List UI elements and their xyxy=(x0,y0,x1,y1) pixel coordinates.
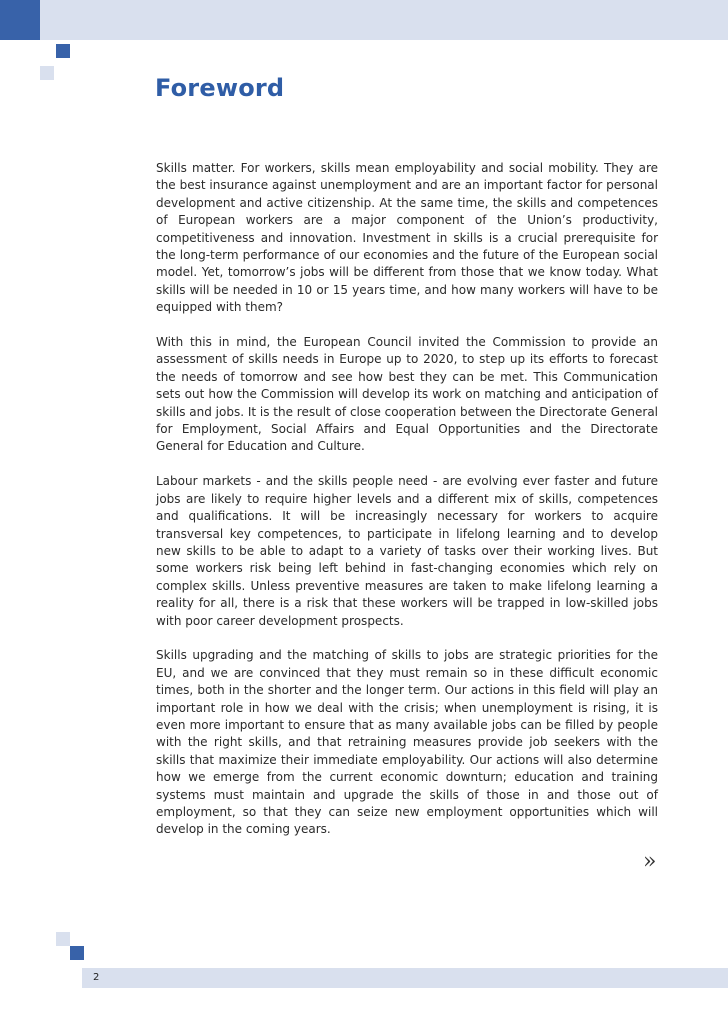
page-number: 2 xyxy=(93,972,100,983)
header-band xyxy=(0,0,728,40)
header-corner-square xyxy=(0,0,40,40)
paragraph: Skills upgrading and the matching of skills to jobs are strategic priorities for the EU, and we are convinced that they must remain so in these difficult economic times, both in the shorter and the longer term. Our actions in this field will play an important role in how we deal with the crisis; when unemployment is rising, it is even more important to ensure that as many available jobs can be filled by people with the right skills, and that retraining measures provide job seekers with the skills that maximize their immediate employability. Our actions will also determine how we emerge from the current economic downturn; education and training systems must maintain and upgrade the skills of those in and those out of employment, so that they can seize new employment opportunities which will develop in the coming years. xyxy=(156,648,658,837)
paragraph: Skills matter. For workers, skills mean employability and social mobility. They are the best insurance against unemployment and are an important factor for personal development and active citizenship. At the same time, the skills and competences of European workers are a major component of the Union’s productivity, competitiveness and innovation. Investment in skills is a crucial prerequisite for the long-term performance of our economies and the future of the European social model. Yet, tomorrow’s jobs will be different from those that we know today. What skills will be needed in 10 or 15 years time, and how many workers will have to be equipped with them? xyxy=(156,161,658,315)
footer-band xyxy=(82,968,728,988)
paragraph: With this in mind, the European Council invited the Commission to provide an assessment of skills needs in Europe up to 2020, to step up its efforts to forecast the needs of tomorrow and see how best they can be met. This Communication sets out how the Commission will develop its work on matching and anticipation of skills and jobs. It is the result of close cooperation between the Directorate General for Employment, Social Affairs and Equal Opportunities and the Directorate General for Education and Culture. xyxy=(156,335,659,454)
decor-square-light xyxy=(56,932,70,946)
decor-square-light xyxy=(40,66,54,80)
decor-square-dark xyxy=(56,44,70,58)
page-title: Foreword xyxy=(155,74,285,102)
decor-square-dark xyxy=(70,946,84,960)
paragraph: Labour markets - and the skills people need - are evolving ever faster and future jobs are likely to require higher levels and a different mix of skills, competences and qualifications. It will be increasingly necessary for workers to acquire transversal key competences, to participate in lifelong learning and to develop new skills to be able to adapt to a variety of tasks over their working lives. But some workers risk being left behind in fast-changing economies which rely on complex skills. Unless preventive measures are taken to make lifelong learning a reality for all, there is a risk that these workers will be trapped in low-skilled jobs with poor career development prospects. xyxy=(156,474,658,628)
body-text xyxy=(156,160,658,856)
next-page-arrow-icon[interactable]: » xyxy=(643,849,657,874)
